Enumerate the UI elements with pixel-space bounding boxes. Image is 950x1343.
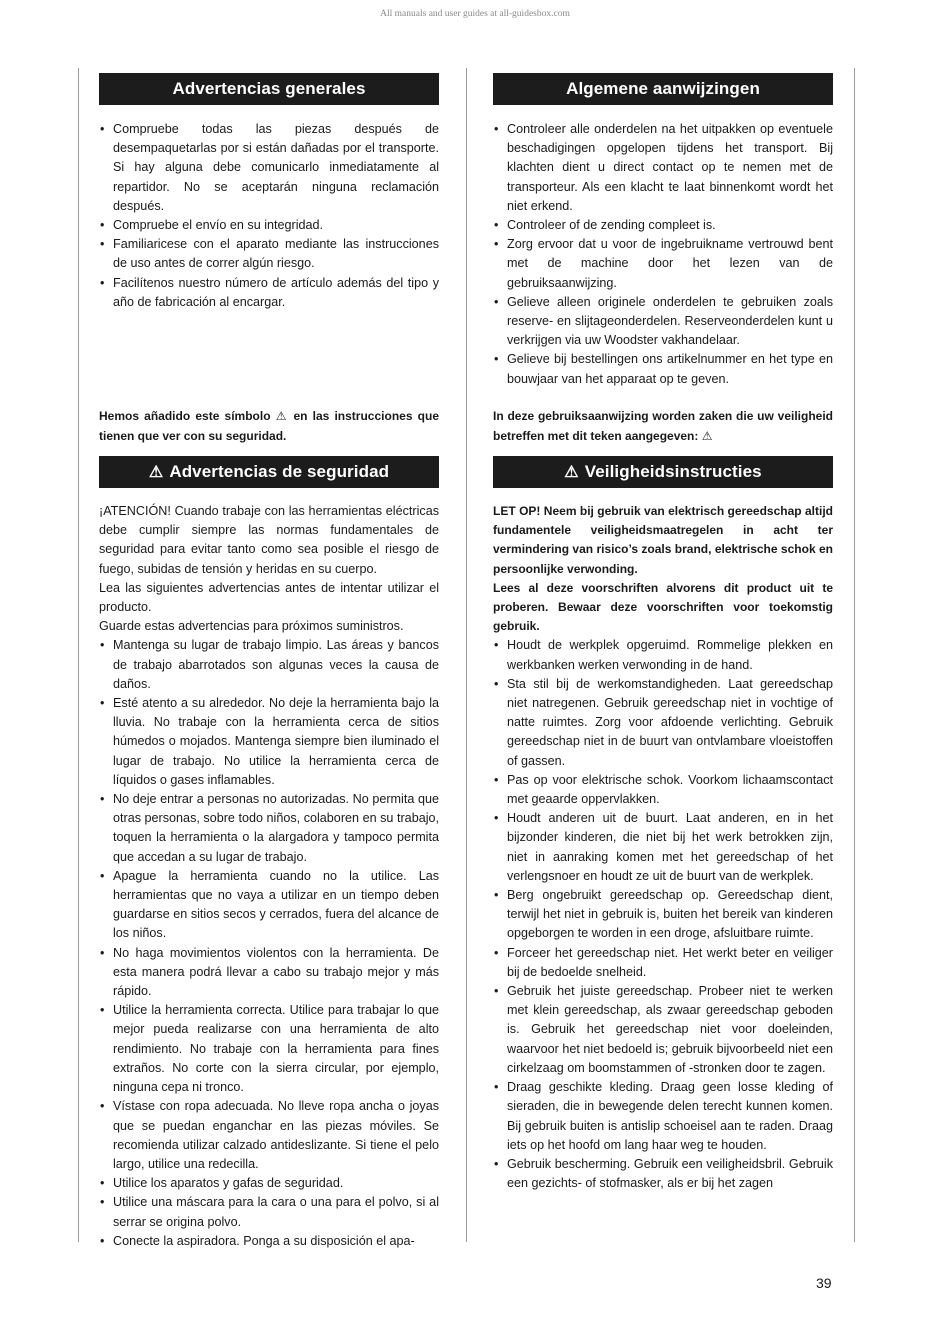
- general-list-nl: [493, 120, 833, 389]
- general-heading-nl: Algemene aanwijzingen: [493, 73, 833, 105]
- list-item: • No deje entrar a personas no autorizadas. No permita que otras personas, sobre todo niños, colaboren en su trabajo, toquen la herramienta o la alargadora y tampoco permita que accedan a su lugar de trabajo.: [99, 790, 439, 867]
- list-item: • Familiaricese con el aparato mediante las instrucciones de uso antes de correr algún riesgo.: [99, 235, 439, 273]
- warning-icon: ⚠: [564, 464, 579, 481]
- list-item: • Pas op voor elektrische schok. Voorkom lichaamscontact met geaarde oppervlakken.: [493, 771, 833, 809]
- list-item: • No haga movimientos violentos con la herramienta. De esta manera podrá llevar a cabo su trabajo mejor y más rápido.: [99, 944, 439, 1002]
- list-item: • Apague la herramienta cuando no la utilice. Las herramientas que no vaya a utilizar en un tiempo deben guardarse en sitios secos y cerrados, fuera del alcance de los niños.: [99, 867, 439, 944]
- watermark: All manuals and user guides at all-guidesbox.com: [380, 9, 570, 19]
- list-item: • Controleer of de zending compleet is.: [493, 216, 833, 235]
- list-item: • Utilice una máscara para la cara o una para el polvo, si al serrar se origina polvo.: [99, 1193, 439, 1231]
- safety-keep-es: Guarde estas advertencias para próximos suministros.: [99, 619, 404, 634]
- safety-heading-nl: ⚠ Veiligheidsinstructies: [493, 456, 833, 488]
- general-heading-es: Advertencias generales: [99, 73, 439, 105]
- left-margin-line: [78, 68, 79, 1242]
- list-item: • Berg ongebruikt gereedschap op. Gereedschap dient, terwijl het niet in gebruik is, buiten het bereik van kinderen opgeborgen te worden in een droge, afsluitbare ruimte.: [493, 886, 833, 944]
- center-divider-line: [466, 68, 467, 1242]
- page-number: 39: [816, 1275, 832, 1291]
- list-item: • Gelieve alleen originele onderdelen te gebruiken zoals reserve- en slijtageonderdelen. Reserveonderdelen kunt u verkrijgen via uw Woodster vakhandelaar.: [493, 293, 833, 351]
- safety-heading-es: ⚠ Advertencias de seguridad: [99, 456, 439, 488]
- list-item: • Compruebe el envío en su integridad.: [99, 216, 439, 235]
- safety-section-es: [99, 502, 439, 1251]
- symbol-note-nl: In deze gebruiksaanwijzing worden zaken die uw veiligheid betreffen met dit teken aangegeven: ⚠: [493, 409, 833, 443]
- symbol-note-es: Hemos añadido este símbolo ⚠ en las instrucciones que tienen que ver con su seguridad.: [99, 409, 439, 443]
- list-item: • Gelieve bij bestellingen ons artikelnummer en het type en bouwjaar van het apparaat op te geven.: [493, 350, 833, 388]
- list-item: • Conecte la aspiradora. Ponga a su disposición el apa-: [99, 1232, 439, 1251]
- safety-read-es: Lea las siguientes advertencias antes de intentar utilizar el producto.: [99, 580, 439, 615]
- general-list-es: [99, 120, 439, 312]
- list-item: • Compruebe todas las piezas después de desempaquetarlas por si están dañadas por el transporte. Si hay alguna debe comunicarlo inmediatamente al repartidor. No se aceptarán ninguna reclamación después.: [99, 120, 439, 216]
- list-item: • Controleer alle onderdelen na het uitpakken op eventuele beschadigingen opgelopen tijdens het transport. Bij klachten dient u direct contact op te nemen met de transporteur. Als een klacht te laat binnenkomt wordt het niet erkend.: [493, 120, 833, 216]
- list-item: • Utilice los aparatos y gafas de seguridad.: [99, 1174, 439, 1193]
- safety-read-nl: Lees al deze voorschriften alvorens dit product uit te proberen. Bewaar deze voorschriften voor toekomstig gebruik.: [493, 580, 833, 634]
- list-item: • Gebruik het juiste gereedschap. Probeer niet te werken met klein gereedschap, als zwaar gereedschap geboden is. Gebruik het gereedschap niet voor doeleinden, waarvoor het niet bedoeld is; gebruik bijvoorbeeld niet een cirkelzaag om boomstammen of -stronken door te zagen.: [493, 982, 833, 1078]
- list-item: • Utilice la herramienta correcta. Utilice para trabajar lo que mejor pueda realizarse con una herramienta de alto rendimiento. No trabaje con la herramienta para fines extraños. No corte con la sierra circular, por ejemplo, ninguna cepa ni tronco.: [99, 1001, 439, 1097]
- list-item: • Sta stil bij de werkomstandigheden. Laat gereedschap niet natregenen. Gebruik gereedschap niet in vochtige of natte ruimtes. Zorg voor afdoende verlichting. Gebruik gereedschap niet in de buurt van ontvlambare vloeistoffen of gassen.: [493, 675, 833, 771]
- safety-section-nl: [493, 502, 833, 1193]
- list-item: • Houdt anderen uit de buurt. Laat anderen, en in het bijzonder kinderen, die niet bij het werk betrokken zijn, niet in aanraking komen met het gereedschap of het verlengsnoer en houdt ze uit de buurt van de werkplek.: [493, 809, 833, 886]
- list-item: • Facilítenos nuestro número de artículo además del tipo y año de fabricación al encargar.: [99, 274, 439, 312]
- list-item: • Houdt de werkplek opgeruimd. Rommelige plekken en werkbanken werken verwonding in de hand.: [493, 636, 833, 674]
- list-item: • Draag geschikte kleding. Draag geen losse kleding of sieraden, die in bewegende delen terecht kunnen komen. Bij gebruik buiten is antislip schoeisel aan te raden. Draag iets op het hoofd om lang haar weg te houden.: [493, 1078, 833, 1155]
- list-item: • Zorg ervoor dat u voor de ingebruikname vertrouwd bent met de machine door het lezen van de gebruiksaanwijzing.: [493, 235, 833, 293]
- list-item: • Vístase con ropa adecuada. No lleve ropa ancha o joyas que se puedan enganchar en las piezas móviles. Se recomienda utilizar calzado antideslizante. Si tiene el pelo largo, utilice una redecilla.: [99, 1097, 439, 1174]
- list-item: • Mantenga su lugar de trabajo limpio. Las áreas y bancos de trabajo abarrotados son algunas veces la causa de daños.: [99, 636, 439, 694]
- safety-intro-es: ¡ATENCIÓN! Cuando trabaje con las herramientas eléctricas debe cumplir siempre las normas fundamentales de seguridad para evitar tanto como sea posible el riesgo de fuego, subidas de tensión y heridas en su cuerpo.: [99, 504, 439, 576]
- safety-intro-nl: LET OP! Neem bij gebruik van elektrisch gereedschap altijd fundamentele veiligheidsmaatregelen in acht ter vermindering van risico’s zoals brand, elektrische schok en persoonlijke verwonding.: [493, 504, 833, 576]
- right-margin-line: [854, 68, 855, 1242]
- warning-icon: ⚠: [148, 464, 164, 481]
- list-item: • Forceer het gereedschap niet. Het werkt beter en veiliger bij de bedoelde snelheid.: [493, 944, 833, 982]
- list-item: • Esté atento a su alrededor. No deje la herramienta bajo la lluvia. No trabaje con la herramienta cerca de sitios húmedos o mojados. Mantenga siempre bien iluminado el lugar de trabajo. No utilice la herramienta cerca de líquidos o gases inflamables.: [99, 694, 439, 790]
- list-item: • Gebruik bescherming. Gebruik een veiligheidsbril. Gebruik een gezichts- of stofmasker, als er bij het zagen: [493, 1155, 833, 1193]
